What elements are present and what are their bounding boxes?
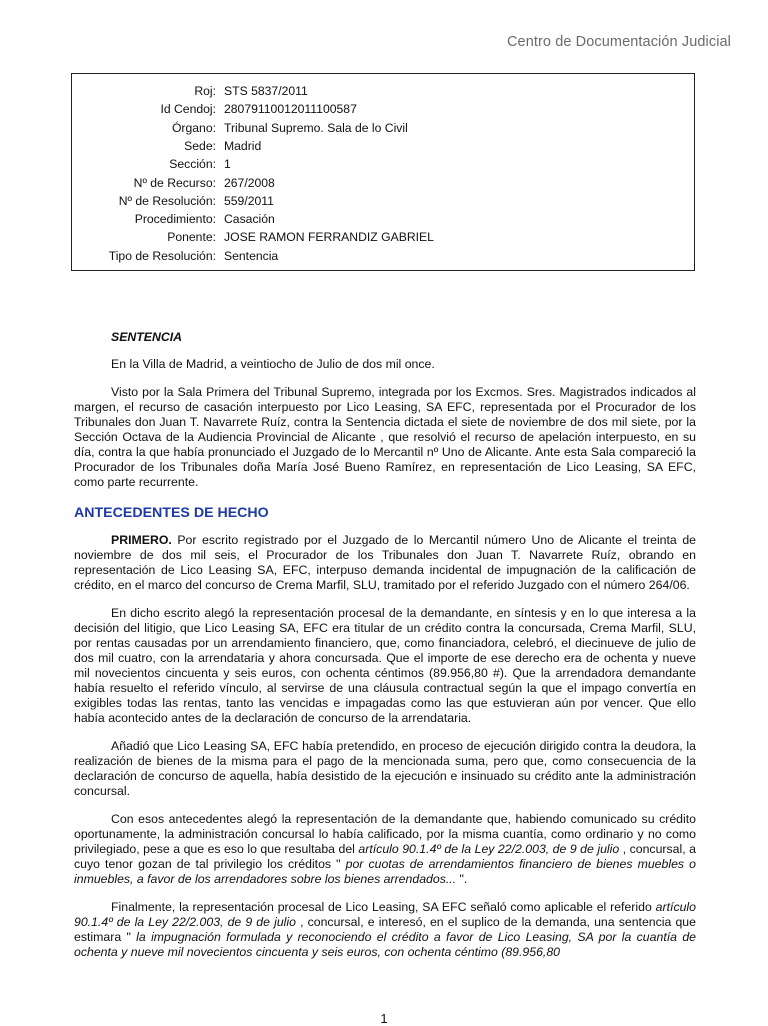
esos-quote: por cuotas de arrendamientos financiero de bienes muebles o inmuebles, a favor de los arrendadores sobre los bienes arrendados...: [74, 857, 696, 886]
metadata-row: [72, 210, 694, 228]
metadata-value: Sentencia: [224, 248, 279, 263]
page-number: 1: [380, 1011, 388, 1026]
metadata-label: Tipo de Resolución:: [108, 248, 216, 263]
metadata-value: STS 5837/2011: [224, 84, 308, 98]
metadata-row: [72, 228, 694, 246]
metadata-value: Tribunal Supremo. Sala de lo Civil: [224, 120, 408, 135]
metadata-label: Órgano:: [171, 120, 216, 135]
metadata-value: 28079110012011100587: [224, 102, 357, 117]
document-body: [74, 326, 696, 960]
esos-text-1: Con esos antecedentes alegó la representación de la demandante que, habiendo comunicado su crédito oportunamente, la administración concursal lo había calificado, por la misma cuantía, como ordinario y no como privilegiado, pese a que es eso lo que resultaba del: [74, 812, 696, 856]
metadata-value: 267/2008: [224, 175, 275, 190]
paragraph-antecedentes: [74, 812, 696, 887]
esos-text-3: , concursal, a cuyo tenor gozan de tal privilegio los créditos ": [74, 842, 696, 871]
metadata-row: [72, 192, 694, 210]
paragraph-primero: [74, 533, 696, 593]
final-law-reference: artículo 90.1.4º de la Ley 22/2.003, de 9 de julio: [74, 900, 696, 929]
metadata-row: [72, 137, 694, 155]
metadata-row: [72, 155, 694, 173]
paragraph-escrito: En dicho escrito alegó la representación procesal de la demandante, en síntesis y en lo que interesa a la decisión del litigio, que Lico Leasing SA, EFC era titular de un crédito contra la concursada, Crema Marfil, SLU, por rentas causadas por un arrendamiento financiero, que, como financiadora, celebró, el diecinueve de julio de dos mil cuatro, con la arrendataria y ahora concursada. Que el importe de ese derecho era de ochenta y nueve mil novecientos cincuenta y seis euros, con ochenta céntimos (89.956,80 #). Que la arrendadora demandante había resuelto el referido vínculo, al servirse de una cláusula contractual según la que el impago convertía en exigibles todas las rentas, tanto las vencidas e impagadas como las que estuvieran aún por vencer. Que ello había acontecido antes de la declaración de concurso de la arrendataria.: [74, 606, 696, 725]
metadata-row: [72, 247, 694, 265]
paragraph-fecha: En la Villa de Madrid, a veintiocho de Julio de dos mil once.: [111, 357, 435, 371]
primero-label: PRIMERO.: [111, 533, 172, 547]
metadata-value: Madrid: [224, 138, 262, 153]
paragraph-finalmente: [74, 900, 696, 960]
metadata-label: Procedimiento:: [134, 212, 216, 227]
final-text-1: Finalmente, la representación procesal de Lico Leasing, SA EFC señaló como aplicable el referido: [111, 900, 656, 914]
metadata-row: [72, 119, 694, 137]
metadata-row: [72, 174, 694, 192]
metadata-value: 1: [224, 157, 231, 172]
paragraph-anadio: Añadió que Lico Leasing SA, EFC había pretendido, en proceso de ejecución dirigido contra la deudora, la realización de bienes de la misma para el pago de la mencionada suma, pero que, como consecuencia de la declaración de concurso de aquella, había desistido de la ejecución e insinuado su crédito ante la administración concursal.: [74, 739, 696, 798]
metadata-label: Nº de Recurso:: [133, 175, 216, 190]
antecedentes-heading: ANTECEDENTES DE HECHO: [74, 505, 269, 521]
metadata-label: Sede:: [184, 138, 216, 153]
metadata-value: JOSE RAMON FERRANDIZ GABRIEL: [224, 230, 434, 245]
page-header-title: Centro de Documentación Judicial: [506, 34, 731, 50]
final-quote: la impugnación formulada y reconociendo el crédito a favor de Lico Leasing, SA por la cuantía de ochenta y nueve mil novecientos cincuenta y seis euros, con ochenta céntimo (89.956,80: [74, 930, 696, 959]
metadata-label: Nº de Resolución:: [118, 193, 216, 208]
metadata-row: [72, 82, 694, 100]
sentencia-heading: SENTENCIA: [111, 330, 183, 344]
metadata-label: Ponente:: [167, 230, 216, 245]
esos-law-reference: artículo 90.1.4º de la Ley 22/2.003, de 9 de julio: [358, 842, 620, 856]
esos-text-5: ".: [456, 872, 468, 886]
metadata-value: Casación: [224, 212, 275, 227]
metadata-value: 559/2011: [224, 193, 274, 208]
final-text-3: , concursal, e interesó, en el suplico de la demanda, una sentencia que estimara ": [74, 915, 696, 944]
metadata-label: Id Cendoj:: [160, 102, 216, 117]
metadata-box: [71, 73, 695, 271]
metadata-label: Sección:: [169, 157, 216, 172]
primero-text: Por escrito registrado por el Juzgado de lo Mercantil número Uno de Alicante el treinta de noviembre de dos mil seis, el Procurador de los Tribunales don Juan T. Navarrete Ruíz, obrando en representación de Lico Leasing SA, EFC, interpuso demanda incidental de impugnación de la calificación de crédito, en el marco del concurso de Crema Marfil, SLU, tramitado por el referido Juzgado con el número 264/06.: [74, 533, 696, 592]
paragraph-visto: Visto por la Sala Primera del Tribunal Supremo, integrada por los Excmos. Sres. Magistrados indicados al margen, el recurso de casación interpuesto por Lico Leasing, SA EFC, representada por el Procurador de los Tribunales don Juan T. Navarrete Ruíz, contra la Sentencia dictada el siete de noviembre de dos mil siete, por la Sección Octava de la Audiencia Provincial de Alicante , que resolvió el recurso de apelación interpuesto, en su día, contra la que había pronunciado el Juzgado de lo Mercantil nº Uno de Alicante. Ante esta Sala compareció la Procurador de los Tribunales doña María José Bueno Ramírez, en representación de Lico Leasing, SA EFC, como parte recurrente.: [74, 385, 696, 489]
metadata-row: [72, 100, 694, 118]
metadata-label: Roj:: [194, 84, 216, 98]
